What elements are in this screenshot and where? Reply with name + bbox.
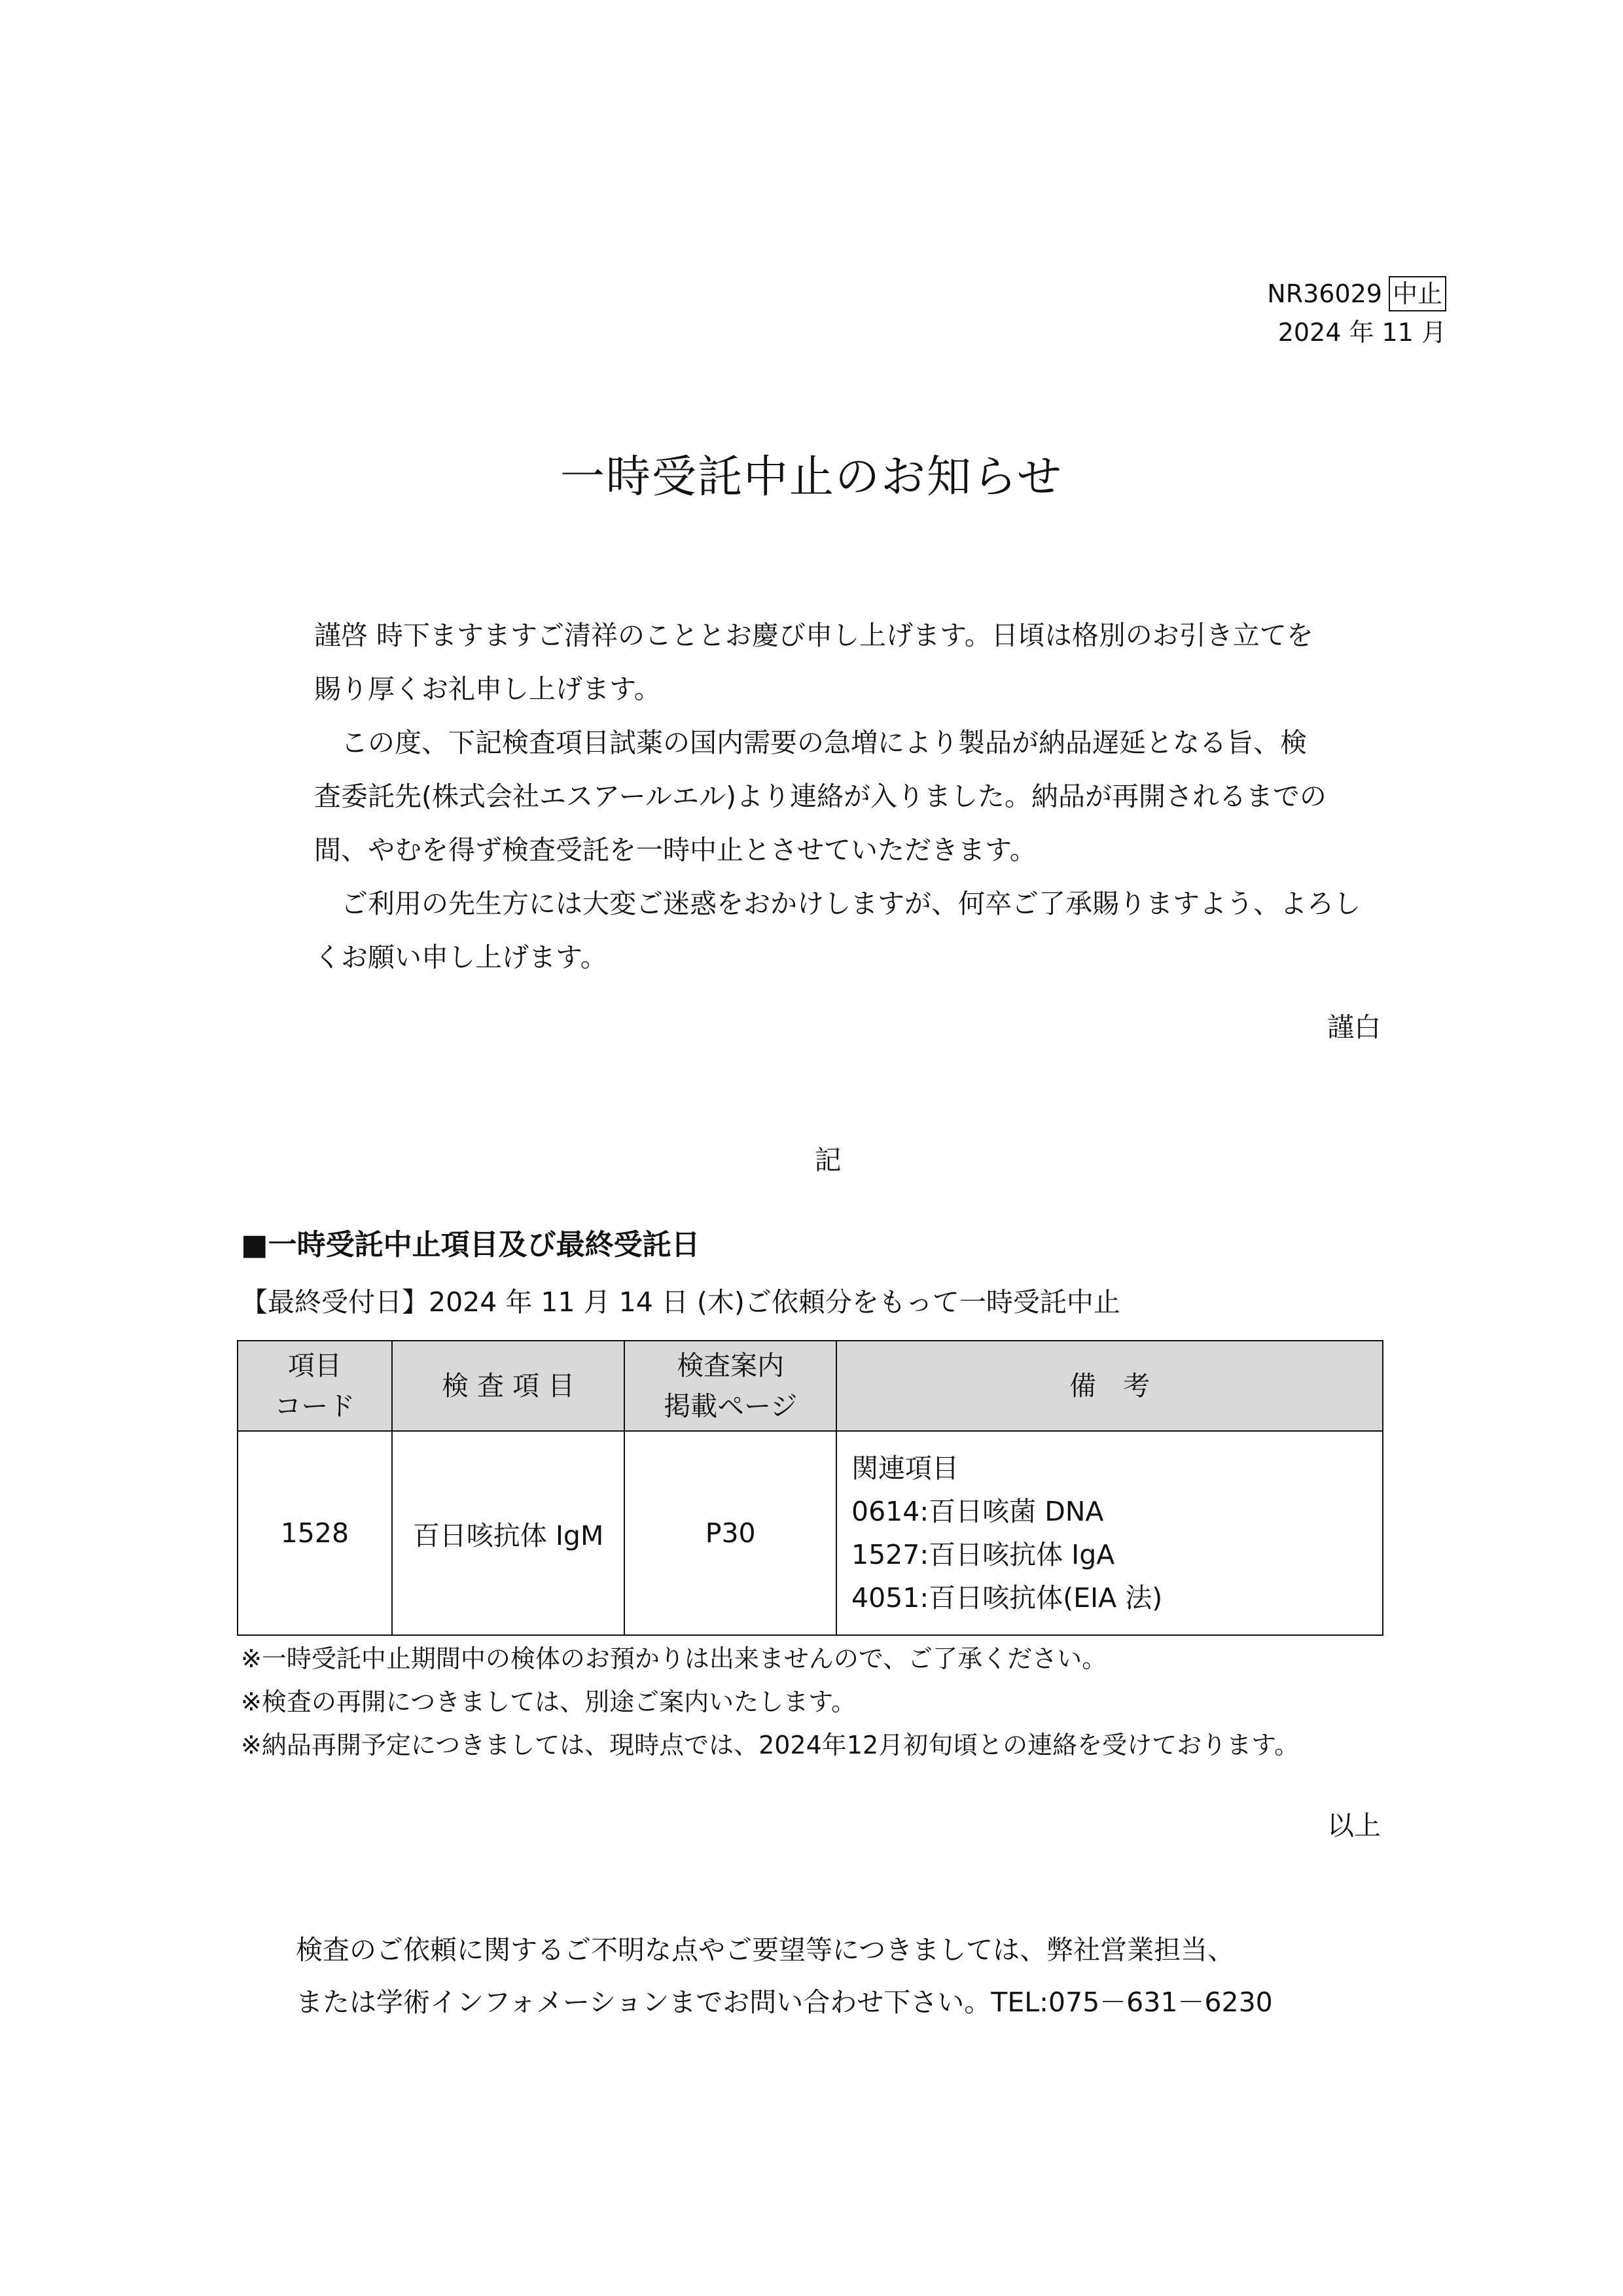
final-deadline: 【最終受付日】2024 年 11 月 14 日 (木)ご依頼分をもって一時受託中止 [241,1286,1120,1318]
contact-info [296,1924,1273,2028]
status-badge: 中止 [1389,276,1446,311]
note-line: ※検査の再開につきましては、別途ご案内いたします。 [241,1687,857,1716]
remarks-line: 0614:百日咳菌 DNA [851,1496,1104,1527]
cell-remarks [836,1431,1383,1635]
body-line: ご利用の先生方には大変ご迷惑をおかけしますが、何卒ご了承賜りますよう、よろし [341,888,1361,919]
cell-test-item: 百日咳抗体 IgM [392,1431,625,1635]
contact-line: または学術インフォメーションまでお問い合わせ下さい。TEL:075－631－6230 [296,1987,1273,2018]
remarks-line: 4051:百日咳抗体(EIA 法) [851,1582,1163,1614]
ki-marker: 記 [814,1144,842,1176]
notes [241,1637,1299,1767]
cell-guide-page: P30 [624,1431,836,1635]
page-title: 一時受託中止のお知らせ [560,451,1063,503]
document-number [1267,275,1446,313]
body-line: 査委託先(株式会社エスアールエル)より連絡が入りました。納品が再開されるまでの [314,781,1327,812]
document-number-text: NR36029 [1267,279,1382,308]
note-line: ※納品再開予定につきましては、現時点では、2024年12月初旬頃との連絡を受けております。 [241,1731,1300,1759]
remarks-line: 関連項目 [851,1453,959,1484]
body-line: くお願い申し上げます。 [314,942,607,973]
suspended-items-table [237,1340,1383,1636]
body-line: 間、やむを得ず検査受託を一時中止とさせていただきます。 [314,834,1037,866]
section-heading: ■一時受託中止項目及び最終受託日 [241,1228,700,1262]
document-date: 2024 年 11 月 [1277,318,1446,347]
letter-body [314,609,1387,984]
table-header-row [238,1341,1383,1431]
table-row [238,1431,1383,1635]
closing-ijou: 以上 [1327,1810,1381,1841]
body-line: この度、下記検査項目試薬の国内需要の急増により製品が納品遅延となる旨、検 [341,727,1307,758]
header-remarks: 備 考 [836,1341,1383,1431]
cell-item-code: 1528 [238,1431,392,1635]
body-line: 謹啓 時下ますますご清祥のこととお慶び申し上げます。日頃は格別のお引き立てを [314,620,1313,651]
body-line: 賜り厚くお礼申し上げます。 [314,673,661,705]
contact-line: 検査のご依頼に関するご不明な点やご要望等につきましては、弊社営業担当、 [296,1934,1235,1966]
header-guide-page: 検査案内 掲載ページ [624,1341,836,1431]
header-test-item: 検 査 項 目 [392,1341,625,1431]
remarks-line: 1527:百日咳抗体 IgA [851,1539,1115,1570]
closing-kenpaku: 謹白 [1327,1012,1381,1043]
note-line: ※一時受託中止期間中の検体のお預かりは出来ませんので、ご了承ください。 [241,1644,1107,1673]
header-item-code: 項目 コード [238,1341,392,1431]
